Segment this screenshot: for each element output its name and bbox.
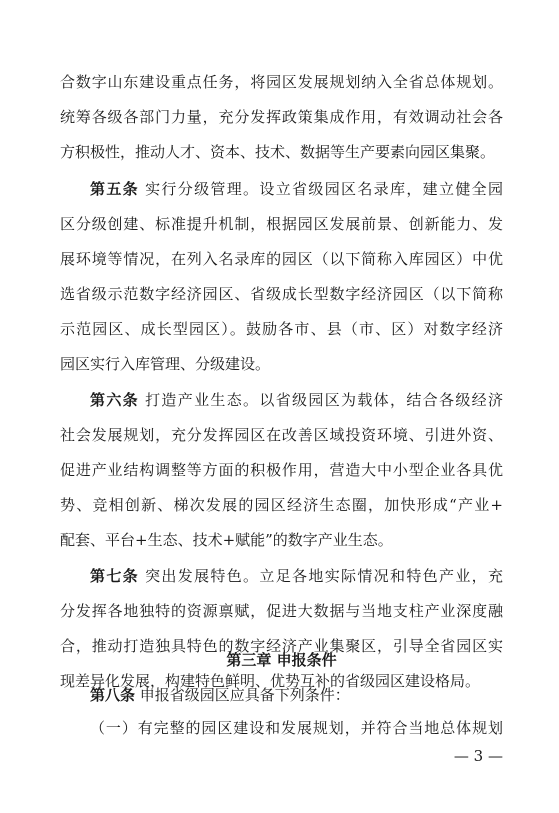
article-6-text: 打造产业生态。以省级园区为载体，结合各级经济 [145,391,503,409]
paragraph-line: 配套、平台+生态、技术+赋能”的数字产业生态。 [60,531,393,549]
article-8-text: 申报省级园区应具备下列条件： [139,686,350,704]
paragraph-line: 促进产业结构调整等方面的积极作用，营造大中小型企业各具优 [60,461,503,479]
paragraph-line: 统筹各级各部门力量，充分发挥政策集成作用，有效调动社会各 [60,108,503,126]
paragraph-line: 合数字山东建设重点任务，将园区发展规划纳入全省总体规划。 [60,73,503,91]
article-7-text: 突出发展特色。立足各地实际情况和特色产业，充 [145,567,503,585]
paragraph-line: 合，推动打造独具特色的数字经济产业集聚区，引导全省园区实 [60,637,503,655]
paragraph-line: 分发挥各地独特的资源禀赋，促进大数据与当地支柱产业深度融 [60,602,503,620]
article-7-label: 第七条 [90,567,139,585]
article-7-first-line [60,566,503,586]
paragraph-line: 选省级示范数字经济园区、省级成长型数字经济园区（以下简称 [60,285,503,303]
chapter-title: 第三章 申报条件 [226,651,337,669]
paragraph-line: 社会发展规划，充分发挥园区在改善区域投资环境、引进外资、 [60,426,503,444]
article-6-label: 第六条 [90,391,139,409]
paragraph-line: 现差异化发展，构建特色鲜明、优势互补的省级园区建设格局。 [60,672,481,690]
paragraph-line: 展环境等情况，在列入名录库的园区（以下简称入库园区）中优 [60,250,503,268]
paragraph-line: 势、竞相创新、梯次发展的园区经济生态圈，加快形成“产业+ [60,496,503,514]
article-5-text: 实行分级管理。设立省级园区名录库，建立健全园 [145,180,503,198]
article-5-first-line [60,179,503,199]
paragraph-line: 示范园区、成长型园区）。鼓励各市、县（市、区）对数字经济 [60,320,503,338]
paragraph-line: 园区实行入库管理、分级建设。 [60,355,271,373]
list-item-1: （一）有完整的园区建设和发展规划，并符合当地总体规划 [90,719,503,737]
paragraph-line: 方积极性，推动人才、资本、技术、数据等生产要素向园区集聚。 [60,143,496,161]
paragraph-line: 区分级创建、标准提升机制，根据园区发展前景、创新能力、发 [60,215,503,233]
article-6-first-line [60,390,503,410]
article-8-first-line [60,685,503,705]
page-number: — 3 — [453,747,503,765]
article-8-label: 第八条 [90,686,136,704]
article-5-label: 第五条 [90,180,139,198]
